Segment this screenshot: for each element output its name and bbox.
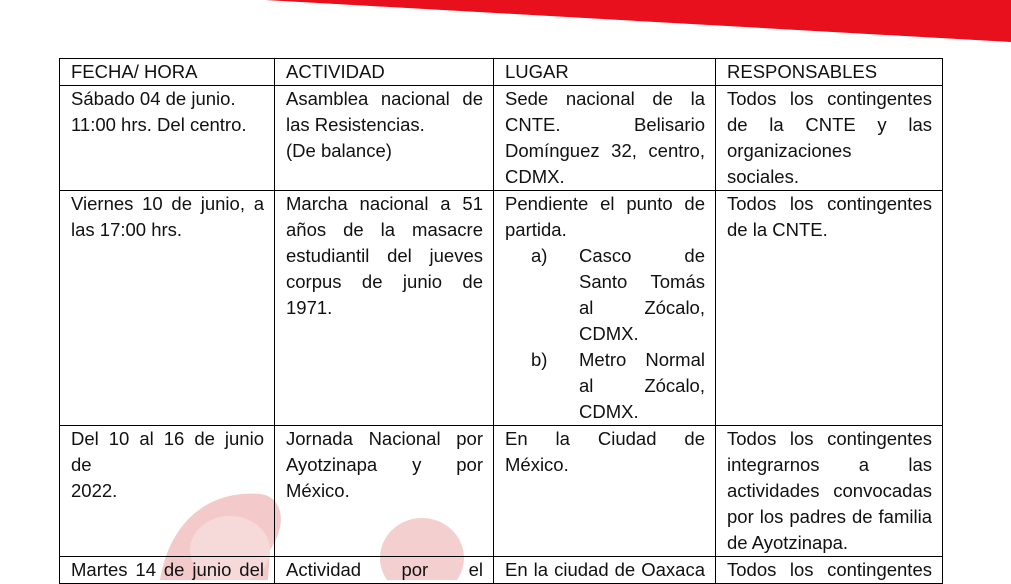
- option-text: [579, 347, 705, 425]
- cell-actividad: [275, 86, 494, 191]
- line: México.: [286, 480, 350, 501]
- option-a: [505, 243, 705, 347]
- line: Ayotzinapa y por: [286, 454, 483, 475]
- line: Asamblea nacional de: [286, 88, 483, 109]
- cell-fecha: [60, 557, 275, 584]
- cell-actividad: [275, 426, 494, 557]
- line: Viernes 10 de junio, a: [71, 193, 264, 214]
- option-b: [505, 347, 705, 425]
- line: por los padres de familia: [727, 506, 932, 527]
- line: CDMX.: [505, 166, 565, 187]
- line: al Zócalo,: [579, 375, 705, 396]
- line: años de la masacre: [286, 219, 483, 240]
- cell-responsables: [716, 86, 943, 191]
- line: las Resistencias.: [286, 114, 425, 135]
- line: Jornada Nacional por: [286, 428, 483, 449]
- line: Metro Normal: [579, 349, 705, 370]
- schedule-table: [59, 58, 943, 584]
- line: Casco de: [579, 245, 705, 266]
- table-row: [60, 86, 943, 191]
- header-actividad: ACTIVIDAD: [275, 59, 494, 86]
- cell-actividad: [275, 191, 494, 426]
- table-row: [60, 426, 943, 557]
- cell-responsables: [716, 426, 943, 557]
- table-header-row: [60, 59, 943, 86]
- option-label: a): [531, 245, 548, 266]
- line: corpus de junio de: [286, 271, 483, 292]
- line: al Zócalo,: [579, 297, 705, 318]
- line: sociales.: [727, 166, 799, 187]
- line: de Ayotzinapa.: [727, 532, 849, 553]
- line: (De balance): [286, 140, 392, 161]
- line: de la CNTE y las: [727, 114, 932, 135]
- option-text: [579, 243, 705, 347]
- cell-lugar: [494, 557, 716, 584]
- red-header-band: [0, 0, 1011, 60]
- line: Martes 14 de junio del: [71, 559, 264, 580]
- line: Todos los contingentes: [727, 88, 932, 109]
- table-row: [60, 557, 943, 584]
- line: organizaciones: [727, 140, 852, 161]
- header-fecha: FECHA/ HORA: [60, 59, 275, 86]
- line: las 17:00 hrs.: [71, 219, 183, 240]
- cell-fecha: [60, 426, 275, 557]
- header-responsables: RESPONSABLES: [716, 59, 943, 86]
- cell-fecha: [60, 191, 275, 426]
- line: 2022.: [71, 480, 118, 501]
- cell-responsables: [716, 557, 943, 584]
- line: partida.: [505, 219, 567, 240]
- line: Todos los contingentes: [727, 428, 932, 449]
- table-row: [60, 191, 943, 426]
- cell-fecha: [60, 86, 275, 191]
- line: estudiantil del jueves: [286, 245, 483, 266]
- line: Pendiente el punto de: [505, 193, 705, 214]
- line: Sábado 04 de junio.: [71, 88, 236, 109]
- line: Marcha nacional a 51: [286, 193, 483, 214]
- header-lugar: LUGAR: [494, 59, 716, 86]
- line: 11:00 hrs. Del centro.: [71, 114, 247, 135]
- line: integrarnos a las: [727, 454, 932, 475]
- line: 1971.: [286, 297, 333, 318]
- cell-responsables: [716, 191, 943, 426]
- line: actividades convocadas: [727, 480, 932, 501]
- line: CNTE. Belisario: [505, 114, 705, 135]
- line: Actividad por el: [286, 559, 483, 580]
- line: Todos los contingentes: [727, 193, 932, 214]
- line: Todos los contingentes: [727, 559, 932, 580]
- line: Sede nacional de la: [505, 88, 705, 109]
- line: En la Ciudad de México.: [505, 428, 705, 475]
- cell-lugar: [494, 426, 716, 557]
- line: de la CNTE.: [727, 219, 828, 240]
- line: En la ciudad de Oaxaca: [505, 559, 705, 580]
- line: CDMX.: [579, 323, 639, 344]
- cell-lugar: [494, 191, 716, 426]
- line: Del 10 al 16 de junio de: [71, 428, 264, 475]
- cell-actividad: [275, 557, 494, 584]
- option-label: b): [531, 349, 548, 370]
- line: Santo Tomás: [579, 271, 705, 292]
- line: CDMX.: [579, 401, 639, 422]
- line: Domínguez 32, centro,: [505, 140, 705, 161]
- cell-lugar: [494, 86, 716, 191]
